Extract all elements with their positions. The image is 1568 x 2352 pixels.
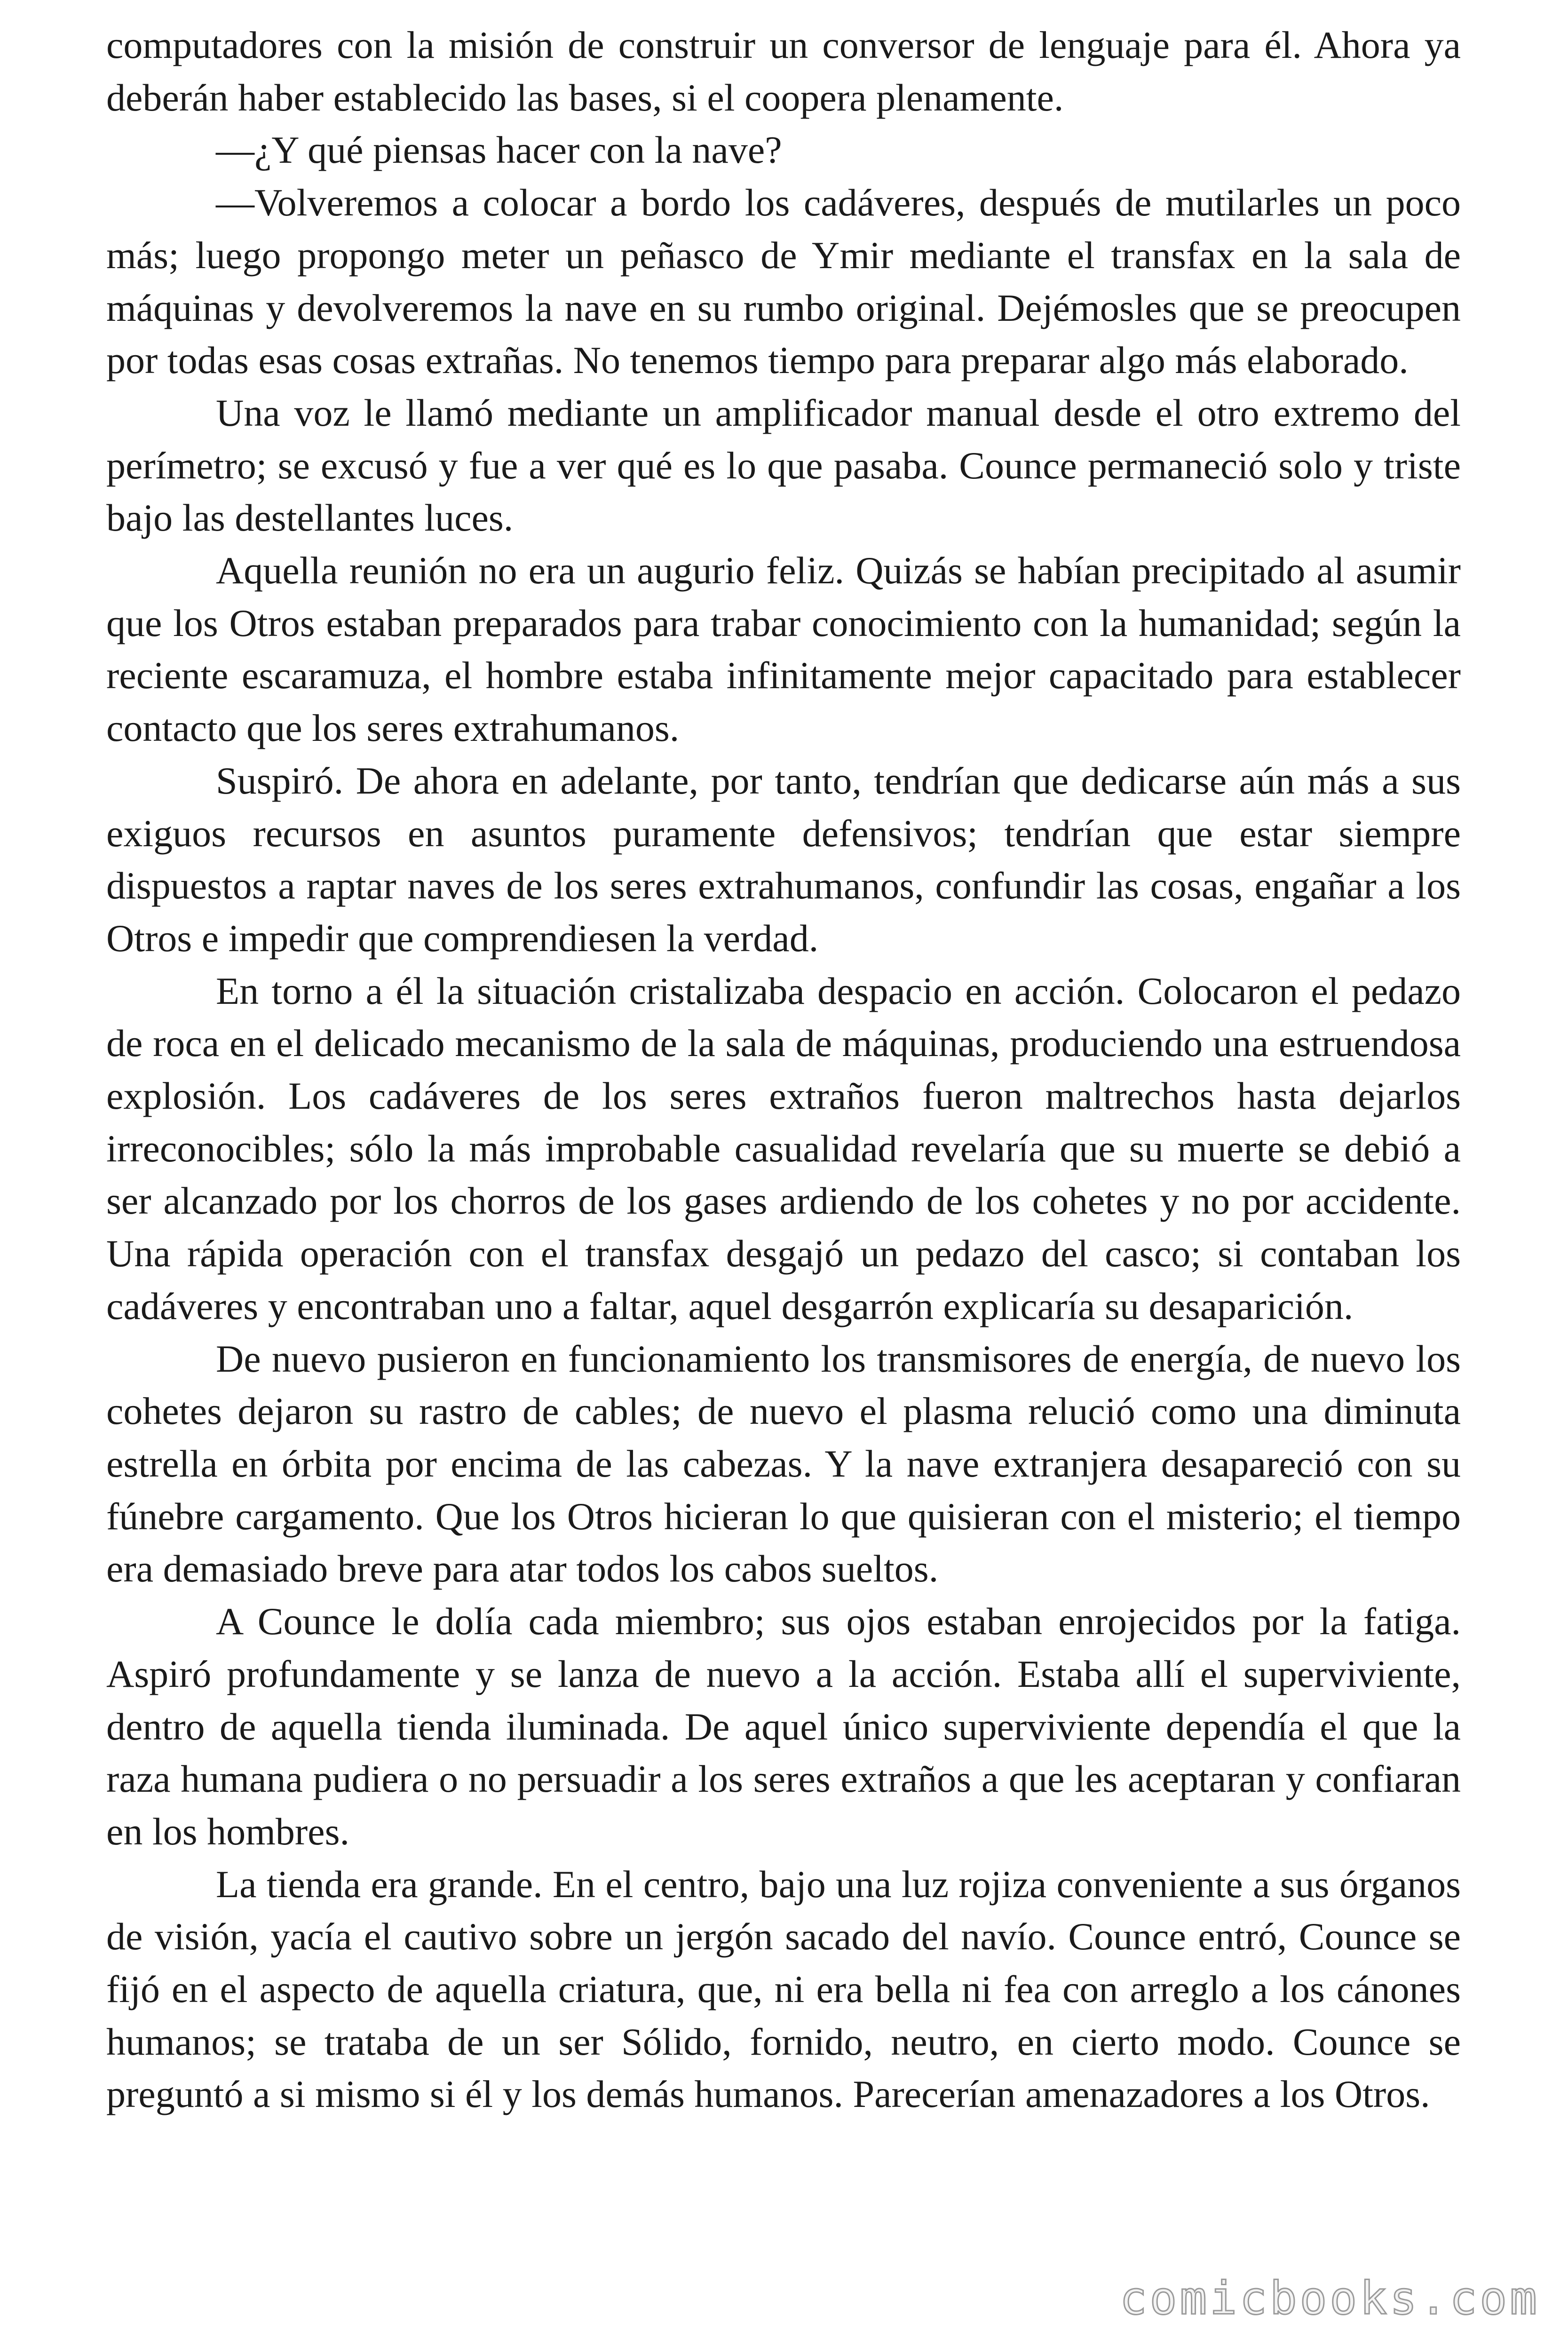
paragraph: En torno a él la situación cristalizaba despacio en acción. Colocaron el pedazo de roca en el delicado mecanismo de la sala de máquinas, produciendo una estruendosa explosión. Los cadáveres de los seres extraños fueron maltrechos hasta dejarlos irreconocibles; sólo la más improbable casualidad revelaría que su muerte se debió a ser alcanzado por los chorros de los gases ardiendo de los cohetes y no por accidente. Una rápida operación con el transfax desgajó un pedazo del casco; si contaban los cadáveres y encontraban uno a faltar, aquel desgarrón explicaría su desaparición. <box>106 969 1461 1327</box>
paragraph: Aquella reunión no era un augurio feliz. Quizás se habían precipitado al asumir que los Otros estaban preparados para trabar conocimiento con la humanidad; según la reciente escaramuza, el hombre estaba infinitamente mejor capacitado para establecer contacto que los seres extrahumanos. <box>106 549 1461 750</box>
watermark: comicbooks.com <box>1119 2272 1540 2325</box>
paragraph-dialogue-answer: —Volveremos a colocar a bordo los cadáveres, después de mutilarles un poco más; luego propongo meter un peñasco de Ymir mediante el transfax en la sala de máquinas y devolveremos la nave en su rumbo original. Dejémosles que se preocupen por todas esas cosas extrañas. No tenemos tiempo para preparar algo más elaborado. <box>106 181 1461 382</box>
paragraph: La tienda era grande. En el centro, bajo una luz rojiza conveniente a sus órganos de visión, yacía el cautivo sobre un jergón sacado del navío. Counce entró, Counce se fijó en el aspecto de aquella criatura, que, ni era bella ni fea con arreglo a los cánones humanos; se trataba de un ser Sólido, fornido, neutro, en cierto modo. Counce se preguntó a si mismo si él y los demás humanos. Parecerían amenazadores a los Otros. <box>106 1862 1461 2116</box>
paragraph-dialogue-question: —¿Y qué piensas hacer con la nave? <box>216 128 782 172</box>
paragraph: Una voz le llamó mediante un amplificador manual desde el otro extremo del perímetro; se excusó y fue a ver qué es lo que pasaba. Counce permaneció solo y triste bajo las destellantes luces. <box>106 391 1461 540</box>
page-body <box>106 19 1461 2121</box>
paragraph: Suspiró. De ahora en adelante, por tanto, tendrían que dedicarse aún más a sus exiguos recursos en asuntos puramente defensivos; tendrían que estar siempre dispuestos a raptar naves de los seres extrahumanos, confundir las cosas, engañar a los Otros e impedir que comprendiesen la verdad. <box>106 759 1461 960</box>
paragraph-continuation: computadores con la misión de construir un conversor de lenguaje para él. Ahora ya deberán haber establecido las bases, si el coopera plenamente. <box>106 24 1461 119</box>
paragraph: De nuevo pusieron en funcionamiento los transmisores de energía, de nuevo los cohetes dejaron su rastro de cables; de nuevo el plasma relució como una diminuta estrella en órbita por encima de las cabezas. Y la nave extranjera desapareció con su fúnebre cargamento. Que los Otros hicieran lo que quisieran con el misterio; el tiempo era demasiado breve para atar todos los cabos sueltos. <box>106 1337 1461 1590</box>
paragraph: A Counce le dolía cada miembro; sus ojos estaban enrojecidos por la fatiga. Aspiró profundamente y se lanza de nuevo a la acción. Estaba allí el superviviente, dentro de aquella tienda iluminada. De aquel único superviviente dependía el que la raza humana pudiera o no persuadir a los seres extraños a que les aceptaran y confiaran en los hombres. <box>106 1600 1461 1853</box>
